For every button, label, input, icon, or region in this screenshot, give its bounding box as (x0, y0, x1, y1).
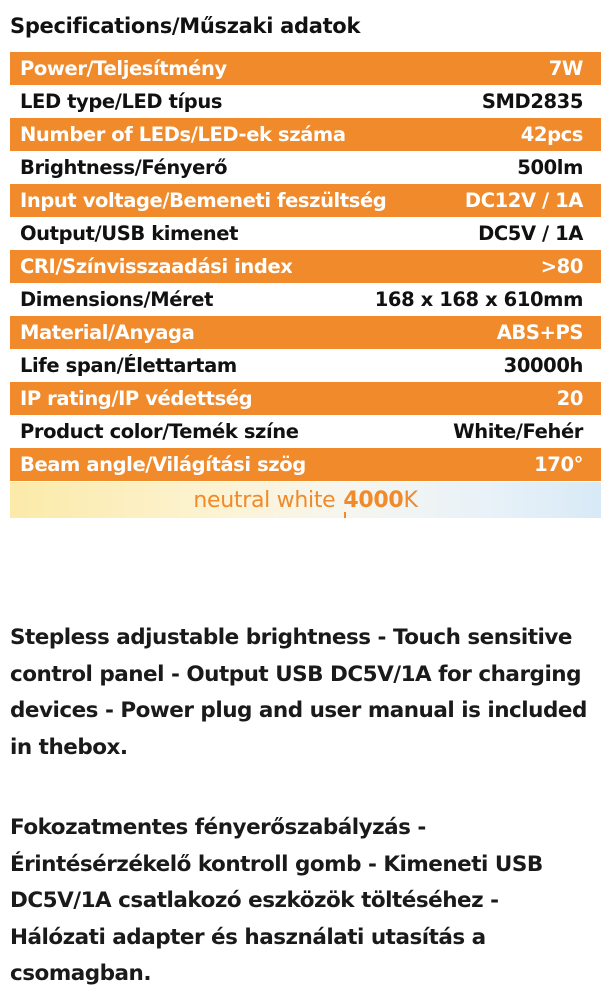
spec-value: 7W (548, 57, 583, 80)
spec-label: Brightness/Fényerő (20, 156, 228, 179)
spec-label: Material/Anyaga (20, 321, 195, 344)
spec-row-power (10, 52, 601, 85)
spec-row-output (10, 217, 601, 250)
spec-label: Power/Teljesítmény (20, 57, 227, 80)
spec-value: White/Fehér (453, 420, 583, 443)
spec-value: ABS+PS (496, 321, 583, 344)
spec-row-input-voltage (10, 184, 601, 217)
spec-label: Product color/Temék színe (20, 420, 299, 443)
spec-value: DC12V / 1A (464, 189, 583, 212)
color-temperature-label: neutral white (193, 487, 336, 513)
spec-row-life-span (10, 349, 601, 382)
spec-value: 20 (556, 387, 583, 410)
spec-row-led-count (10, 118, 601, 151)
spec-value: 30000h (503, 354, 583, 377)
spec-label: CRI/Színvisszaadási index (20, 255, 293, 278)
spec-label: LED type/LED típus (20, 90, 223, 113)
spec-row-ip-rating (10, 382, 601, 415)
temperature-marker-icon (344, 512, 346, 518)
spec-label: Output/USB kimenet (20, 222, 239, 245)
color-temperature-bar (10, 482, 601, 518)
spec-value: 168 x 168 x 610mm (374, 288, 583, 311)
spec-label: Life span/Élettartam (20, 354, 237, 377)
spec-row-brightness (10, 151, 601, 184)
page-title: Specifications/Műszaki adatok (10, 14, 361, 38)
spec-label: IP rating/IP védettség (20, 387, 253, 410)
spec-label: Number of LEDs/LED-ek száma (20, 123, 346, 146)
spec-label: Beam angle/Világítási szög (20, 453, 306, 476)
spec-value: 42pcs (520, 123, 583, 146)
spec-row-led-type (10, 85, 601, 118)
description-english: Stepless adjustable brightness - Touch sensitive control panel - Output USB DC5V/1A for charging devices - Power plug and user manual is included in thebox. (10, 625, 587, 760)
spec-value: >80 (540, 255, 583, 278)
spec-row-material (10, 316, 601, 349)
kelvin-unit: K (403, 487, 418, 513)
spec-table (10, 52, 601, 481)
spec-row-dimensions (10, 283, 601, 316)
spec-value: 170° (534, 453, 583, 476)
spec-value: 500lm (517, 156, 583, 179)
spec-value: SMD2835 (481, 90, 583, 113)
spec-value: DC5V / 1A (478, 222, 583, 245)
spec-label: Dimensions/Méret (20, 288, 213, 311)
kelvin-number: 4000 (343, 487, 404, 513)
spec-row-product-color (10, 415, 601, 448)
color-temperature-value (343, 488, 417, 513)
spec-row-cri (10, 250, 601, 283)
description-hungarian: Fokozatmentes fényerőszabályzás - Érintésérzékelő kontroll gomb - Kimeneti USB DC5V/1A csatlakozó eszközök töltéséhez - Hálózati adapter és használati utasítás a csomagban. (10, 815, 543, 986)
spec-row-beam-angle (10, 448, 601, 481)
spec-label: Input voltage/Bemeneti feszültség (20, 189, 387, 212)
